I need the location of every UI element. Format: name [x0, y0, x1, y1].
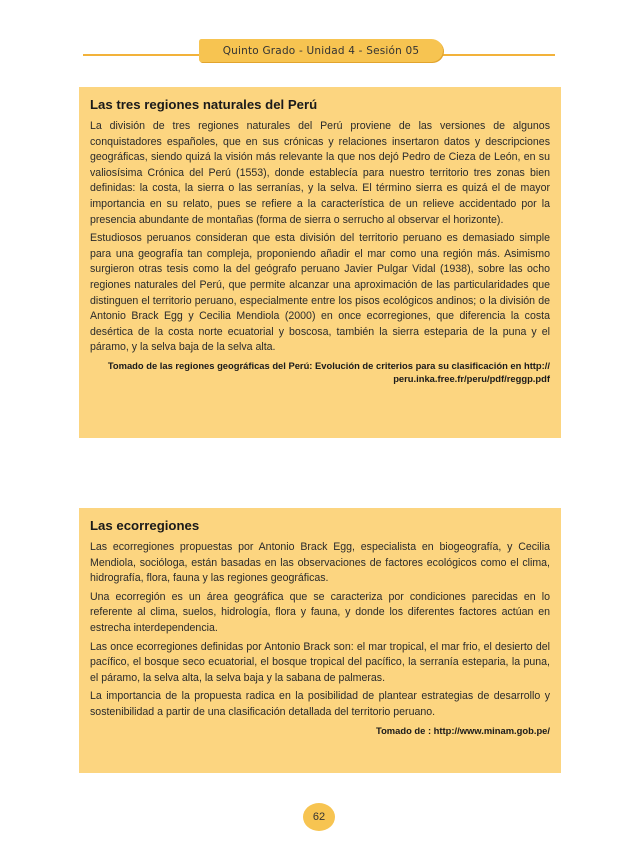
regions-paragraph-2: Estudiosos peruanos consideran que esta división del territorio peruano es demasiado simple para una geografía tan compleja, proponiendo añadir el mar como una región más. Asimismo surgieron otras tesis como la del geógrafo peruano Javier Pulgar Vidal (1938), sobre las ocho regiones naturales del Perú, que permite alcanzar una aproximación de las particularidades que distinguen el territorio peruano, especialmente entre los pisos ecológicos andinos; o la división de Antonio Brack Egg y Cecilia Mendiola (2000) en once ecorregiones, que diferencia la costa desértica de la costa norte ecuatorial y boscosa, también la sierra esteparia de la puna y el páramo, y la selva baja de la selva alta.	[90, 232, 550, 354]
ecoregions-paragraph-4: La importancia de la propuesta radica en la posibilidad de plantear estrategias de desarrollo y sostenibilidad a partir de una clasificación detallada del territorio peruano.	[90, 690, 550, 718]
page-number: 62	[312, 811, 326, 823]
ecoregions-paragraph-1: Las ecorregiones propuestas por Antonio Brack Egg, especialista en biogeografía, y Cecilia Mendiola, socióloga, están basadas en las observaciones de factores ecológicos como el clima, hidrografía, flora, fauna y las regiones geográficas.	[90, 541, 550, 585]
ecoregions-source: Tomado de : http://www.minam.gob.pe/	[376, 724, 550, 736]
regions-panel	[79, 87, 561, 438]
page-number-badge	[303, 803, 335, 831]
regions-source-line-1: Tomado de las regiones geográficas del Perú: Evolución de criterios para su clasificación en http://	[107, 359, 550, 371]
header-banner	[199, 39, 443, 62]
regions-paragraph-1: La división de tres regiones naturales del Perú proviene de las versiones de algunos conquistadores españoles, que en sus crónicas y relaciones insertaron datos y descripciones geográficas, siendo quizá la visión más relevante la que nos dejó Pedro de Cieza de León, en su valiosísima Crónica del Perú (1553), donde establecía para nuestro territorio tres zonas bien definidas: la costa, la sierra o las serranías, y la selva. El término sierra es quizá el de mayor importancia en su relato, pues se refiere a la característica de un relieve accidentado por la presencia abundante de montañas (forma de sierra o serrucho al observar el horizonte).	[90, 120, 550, 226]
regions-source-line-2: peru.inka.free.fr/peru/pdf/reggp.pdf	[393, 373, 550, 385]
regions-source	[90, 359, 550, 386]
regions-heading: Las tres regiones naturales del Perú	[90, 97, 318, 112]
ecoregions-paragraph-3: Las once ecorregiones definidas por Antonio Brack son: el mar tropical, el mar frio, el desierto del pacífico, el bosque seco ecuatorial, el bosque tropical del pacífico, la serranía esteparia, la puna, el páramo, la selva alta, la selva baja y la sabana de palmeras.	[90, 640, 550, 684]
header-title: Quinto Grado - Unidad 4 - Sesión 05	[222, 44, 420, 57]
ecoregions-heading: Las ecorregiones	[90, 518, 200, 533]
ecoregions-paragraph-2: Una ecorregión es un área geográfica que se caracteriza por condiciones parecidas en lo referente al clima, suelos, hidrología, flora y fauna, y donde los diferentes factores actúan en estrecha interdependencia.	[90, 590, 550, 634]
ecoregions-panel	[79, 508, 561, 773]
